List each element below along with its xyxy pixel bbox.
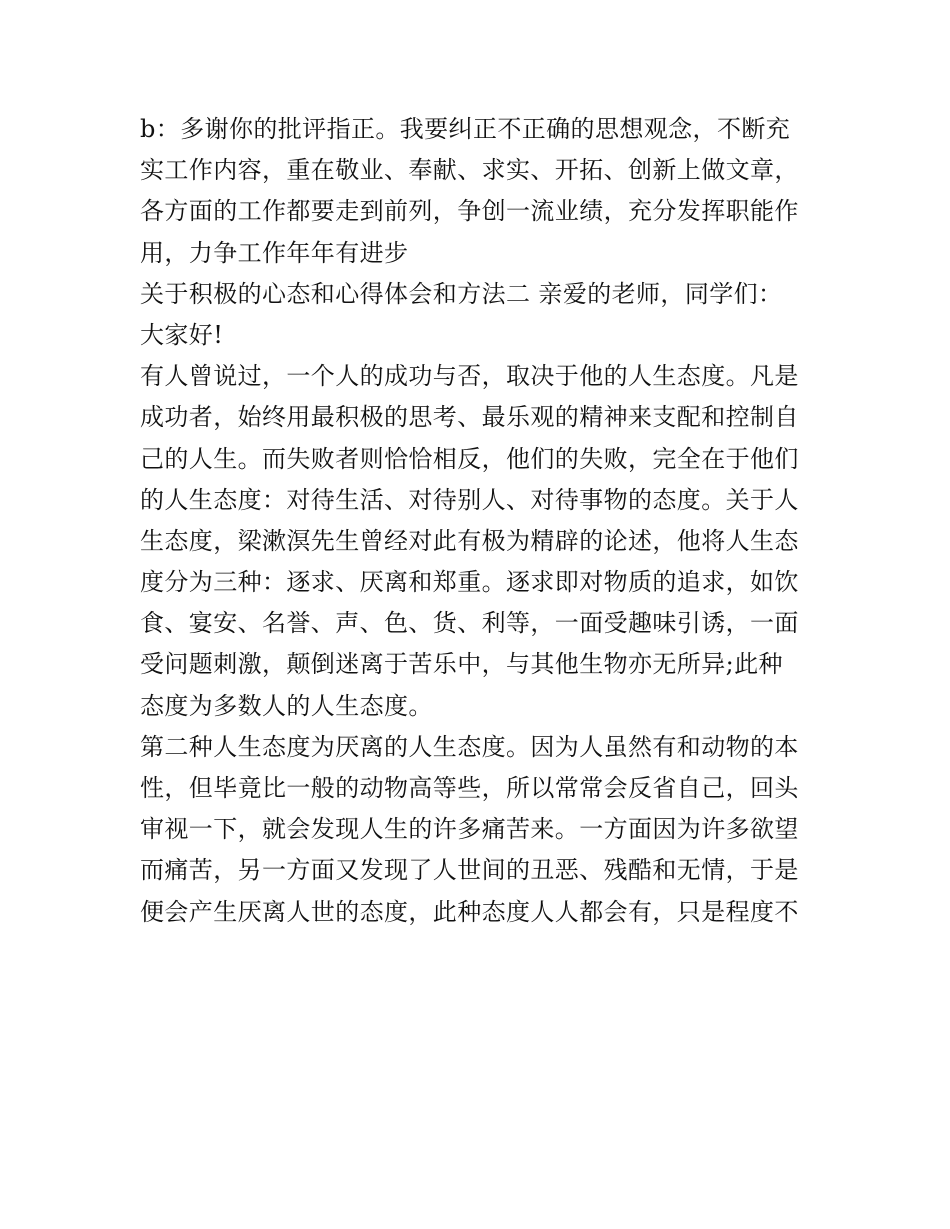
paragraph-body-2 — [140, 727, 816, 933]
text-line: 用，力争工作年年有进步 — [140, 238, 409, 267]
greeting-line: 大家好! — [140, 320, 224, 349]
text-line: b：多谢你的批评指正。我要纠正不正确的思想观念，不断充 — [140, 115, 791, 143]
text-line: 食、宴安、名誉、声、色、货、利等，一面受趣味引诱，一面 — [140, 609, 799, 638]
text-line: 己的人生。而失败者则恰恰相反，他们的失败，完全在于他们 — [140, 444, 799, 473]
text-line: 审视一下，就会发现人生的许多痛苦来。一方面因为许多欲望 — [140, 815, 799, 844]
text-line: 有人曾说过，一个人的成功与否，取决于他的人生态度。凡是 — [140, 362, 799, 391]
text-line: 受问题刺激，颠倒迷离于苦乐中，与其他生物亦无所异;此种 — [140, 650, 783, 679]
paragraph-heading — [140, 274, 816, 315]
text-line: 便会产生厌离人世的态度，此种态度人人都会有，只是程度不 — [140, 897, 799, 926]
text-line: 性，但毕竟比一般的动物高等些，所以常常会反省自己，回头 — [140, 774, 799, 802]
text-line: 实工作内容，重在敬业、奉献、求实、开拓、创新上做文章， — [140, 156, 799, 185]
text-line: 的人生态度：对待生活、对待别人、对待事物的态度。关于人 — [140, 485, 799, 514]
text-line: 第二种人生态度为厌离的人生态度。因为人虽然有和动物的本 — [140, 732, 799, 761]
text-line: 各方面的工作都要走到前列，争创一流业绩，充分发挥职能作 — [140, 197, 799, 226]
text-line: 而痛苦，另一方面又发现了人世间的丑恶、残酷和无情，于是 — [140, 856, 799, 885]
text-line: 生态度，梁漱溟先生曾经对此有极为精辟的论述，他将人生态 — [140, 526, 799, 555]
text-line: 度分为三种：逐求、厌离和郑重。逐求即对物质的追求，如饮 — [140, 568, 799, 597]
paragraph-body-1 — [140, 356, 816, 727]
text-line: 态度为多数人的人生态度。 — [140, 691, 433, 720]
text-line: 成功者，始终用最积极的思考、最乐观的精神来支配和控制自 — [140, 403, 799, 432]
document-page — [140, 109, 816, 933]
paragraph-reply — [140, 109, 816, 274]
paragraph-greeting — [140, 315, 816, 356]
heading-line: 关于积极的心态和心得体会和方法二 亲爱的老师，同学们： — [140, 279, 783, 308]
